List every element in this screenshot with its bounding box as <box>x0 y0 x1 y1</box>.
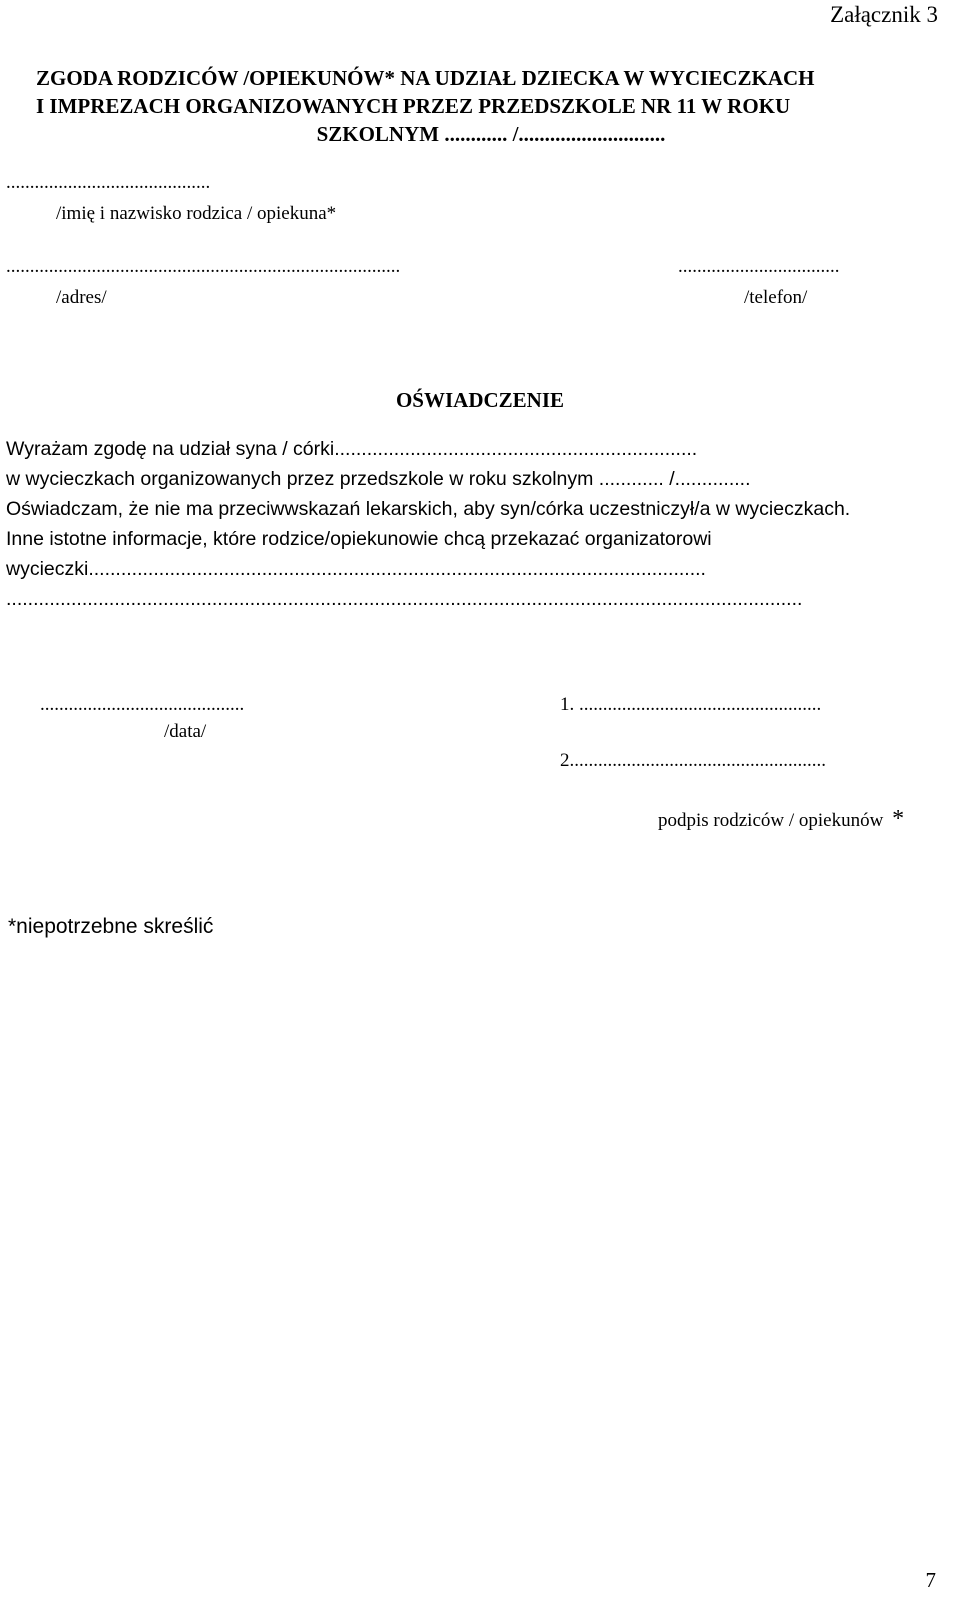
declaration-body <box>6 434 946 614</box>
footnote: *niepotrzebne skreślić <box>8 915 214 938</box>
title-line-1: ZGODA RODZICÓW /OPIEKUNÓW* NA UDZIAŁ DZIECKA W WYCIECZKACH <box>36 66 815 90</box>
attachment-label: Załącznik 3 <box>830 2 938 27</box>
address-field: ................................................................................... <box>6 256 401 277</box>
page-number: 7 <box>925 1568 936 1592</box>
date-field: ........................................... <box>40 694 245 715</box>
signature-label-text: podpis rodziców / opiekunów <box>658 810 884 831</box>
other-info: Inne istotne informacje, które rodzice/opiekunowie chcą przekazać organizatorowi wycieczki.................................................................................................................. <box>6 528 712 580</box>
declaration-heading: OŚWIADCZENIE <box>395 388 565 412</box>
signature-asterisk: * <box>892 806 905 832</box>
health-statement: Oświadczam, że nie ma przeciwwskazań lekarskich, aby syn/córka uczestniczył/a w wycieczkach. <box>6 498 851 520</box>
signature-line-1: 1. ................................................... <box>560 694 822 715</box>
title-line-3: SZKOLNYM ............ /............................ <box>316 122 666 146</box>
date-label: /data/ <box>164 721 207 742</box>
trips-line: w wycieczkach organizowanych przez przedszkole w roku szkolnym ............ /.............. <box>6 468 751 490</box>
consent-line: Wyrażam zgodę na udział syna / córki................................................................... <box>6 438 698 460</box>
title-line-2: I IMPREZACH ORGANIZOWANYCH PRZEZ PRZEDSZKOLE NR 11 W ROKU <box>36 94 791 118</box>
phone-field: .................................. <box>678 256 840 277</box>
document-title <box>36 64 946 148</box>
other-info-continuation: ................................................................................................................................................... <box>6 588 803 610</box>
signature-label <box>658 806 904 833</box>
phone-label: /telefon/ <box>744 287 808 308</box>
parent-name-field: ........................................... <box>6 172 211 193</box>
signature-line-2: 2...................................................... <box>560 750 826 771</box>
parent-name-label: /imię i nazwisko rodzica / opiekuna* <box>56 203 337 224</box>
address-label: /adres/ <box>56 287 107 308</box>
